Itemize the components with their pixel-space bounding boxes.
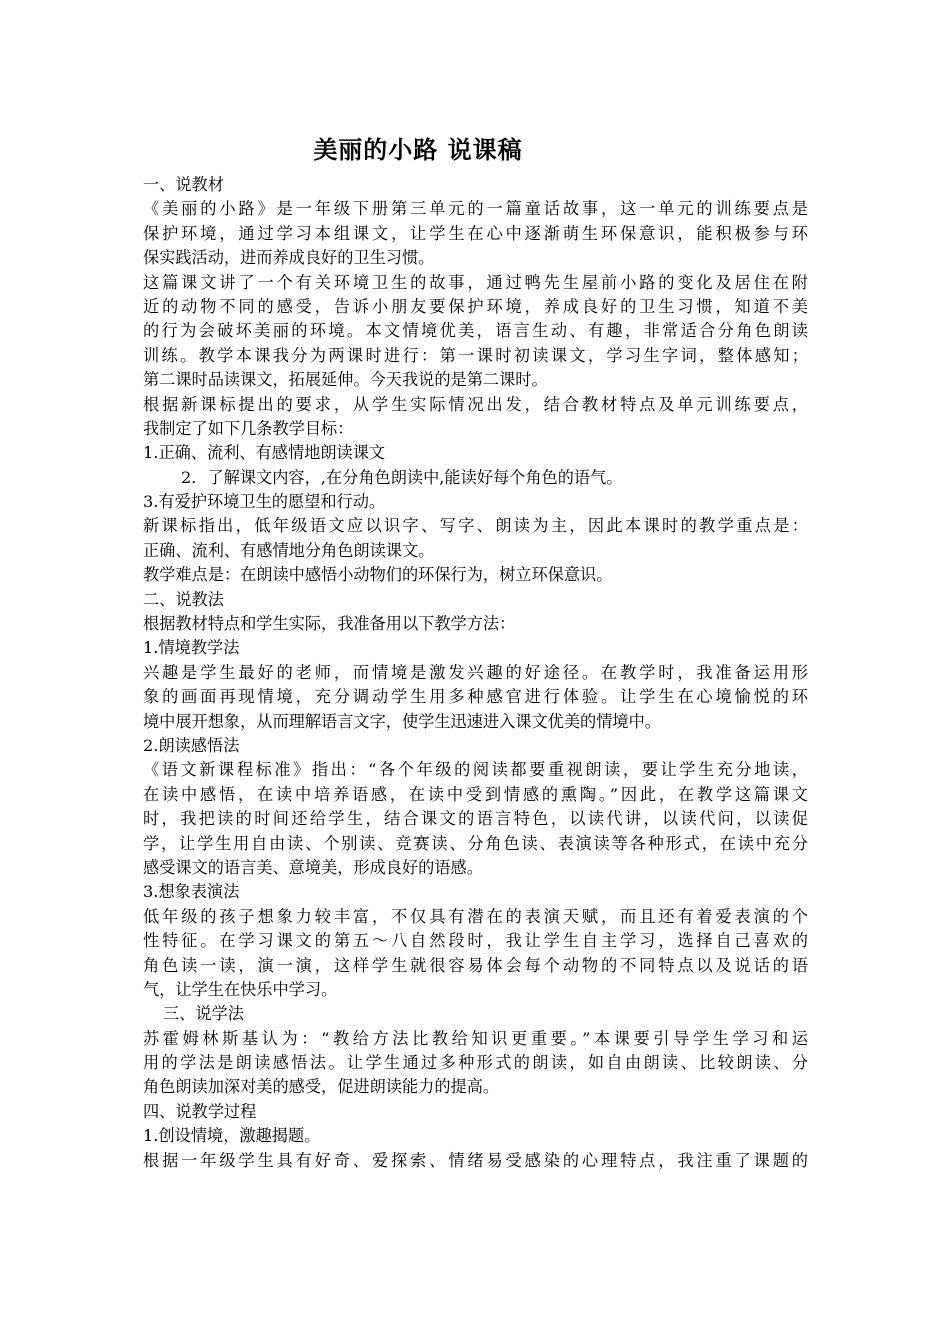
text-line: 1.情境教学法 — [143, 638, 240, 658]
text-line: 在读中感悟，在读中培养语感，在读中受到情感的熏陶。”因此，在教学这篇课文 — [143, 784, 808, 804]
document-body — [143, 173, 808, 1173]
text-line: 性特征。在学习课文的第五～八自然段时，我让学生自主学习，选择自己喜欢的 — [143, 931, 808, 951]
text-line: 2．了解课文内容，,在分角色朗读中,能读好每个角色的语气。 — [181, 467, 623, 487]
text-line: 教学难点是：在朗读中感悟小动物们的环保行为，树立环保意识。 — [143, 565, 613, 585]
text-line: 时，我把读的时间还给学生，结合课文的语言特色，以读代讲，以读代问，以读促 — [143, 809, 808, 829]
text-line: 训练。教学本课我分为两课时进行：第一课时初读课文，学习生字词，整体感知； — [143, 345, 808, 365]
text-line: 三、说学法 — [163, 1004, 244, 1024]
text-line: 3.想象表演法 — [143, 882, 240, 902]
text-line: 低年级的孩子想象力较丰富，不仅具有潜在的表演天赋，而且还有着爱表演的个 — [143, 906, 808, 926]
text-line: 根据一年级学生具有好奇、爱探索、情绪易受感染的心理特点，我注重了课题的 — [143, 1150, 808, 1170]
text-line: 四、说教学过程 — [143, 1101, 257, 1121]
text-line: 角色读一读，演一演，这样学生就很容易体会每个动物的不同特点以及说话的语 — [143, 955, 808, 975]
text-line: 正确、流利、有感情地分角色朗读课文。 — [143, 540, 435, 560]
text-line: 这篇课文讲了一个有关环境卫生的故事，通过鸭先生屋前小路的变化及居住在附 — [143, 272, 808, 292]
text-line: 我制定了如下几条教学目标： — [143, 418, 354, 438]
text-line: 近的动物不同的感受，告诉小朋友要保护环境，养成良好的卫生习惯，知道不美 — [143, 296, 808, 316]
text-line: 保实践活动，进而养成良好的卫生习惯。 — [143, 248, 435, 268]
text-line: 《语文新课程标准》指出：“各个年级的阅读都要重视朗读，要让学生充分地读， — [143, 760, 808, 780]
text-line: 学，让学生用自由读、个别读、竞赛读、分角色读、表演读等各种形式，在读中充分 — [143, 833, 808, 853]
text-line: 角色朗读加深对美的感受，促进朗读能力的提高。 — [143, 1077, 500, 1097]
text-line: 兴趣是学生最好的老师，而情境是激发兴趣的好途径。在教学时，我准备运用形 — [143, 662, 808, 682]
text-line: 感受课文的语言美、意境美，形成良好的语感。 — [143, 857, 483, 877]
text-line: 一、说教材 — [143, 175, 224, 194]
text-line: 2.朗读感悟法 — [143, 735, 240, 755]
text-line: 二、说教法 — [143, 589, 224, 609]
text-line: 象的画面再现情境，充分调动学生用多种感官进行体验。让学生在心境愉悦的环 — [143, 687, 808, 707]
text-line: 保护环境，通过学习本组课文，让学生在心中逐渐萌生环保意识，能积极参与环 — [143, 223, 808, 243]
text-line: 气，让学生在快乐中学习。 — [143, 979, 338, 999]
text-line: 1.创设情境，激趣揭题。 — [143, 1126, 321, 1146]
text-line: 3.有爱护环境卫生的愿望和行动。 — [143, 492, 386, 512]
text-line: 第二课时品读课文，拓展延伸。今天我说的是第二课时。 — [143, 370, 548, 390]
text-line: 新课标指出，低年级语文应以识字、写字、朗读为主，因此本课时的教学重点是： — [143, 516, 808, 536]
text-line: 苏霍姆林斯基认为：“教给方法比教给知识更重要。”本课要引导学生学习和运 — [143, 1028, 808, 1048]
text-line: 境中展开想象，从而理解语言文字，使学生迅速进入课文优美的情境中。 — [143, 711, 661, 731]
text-line: 根据教材特点和学生实际，我准备用以下教学方法： — [143, 614, 516, 634]
text-line: 的行为会破坏美丽的环境。本文情境优美，语言生动、有趣，非常适合分角色朗读 — [143, 321, 808, 341]
text-line: 根据新课标提出的要求，从学生实际情况出发，结合教材特点及单元训练要点， — [143, 394, 808, 414]
text-line: 1.正确、流利、有感情地朗读课文 — [143, 443, 386, 463]
document-title: 美丽的小路 说课稿 — [313, 136, 523, 164]
text-line: 用的学法是朗读感悟法。让学生通过多种形式的朗读，如自由朗读、比较朗读、分 — [143, 1053, 808, 1073]
text-line: 《美丽的小路》是一年级下册第三单元的一篇童话故事，这一单元的训练要点是 — [143, 199, 808, 219]
